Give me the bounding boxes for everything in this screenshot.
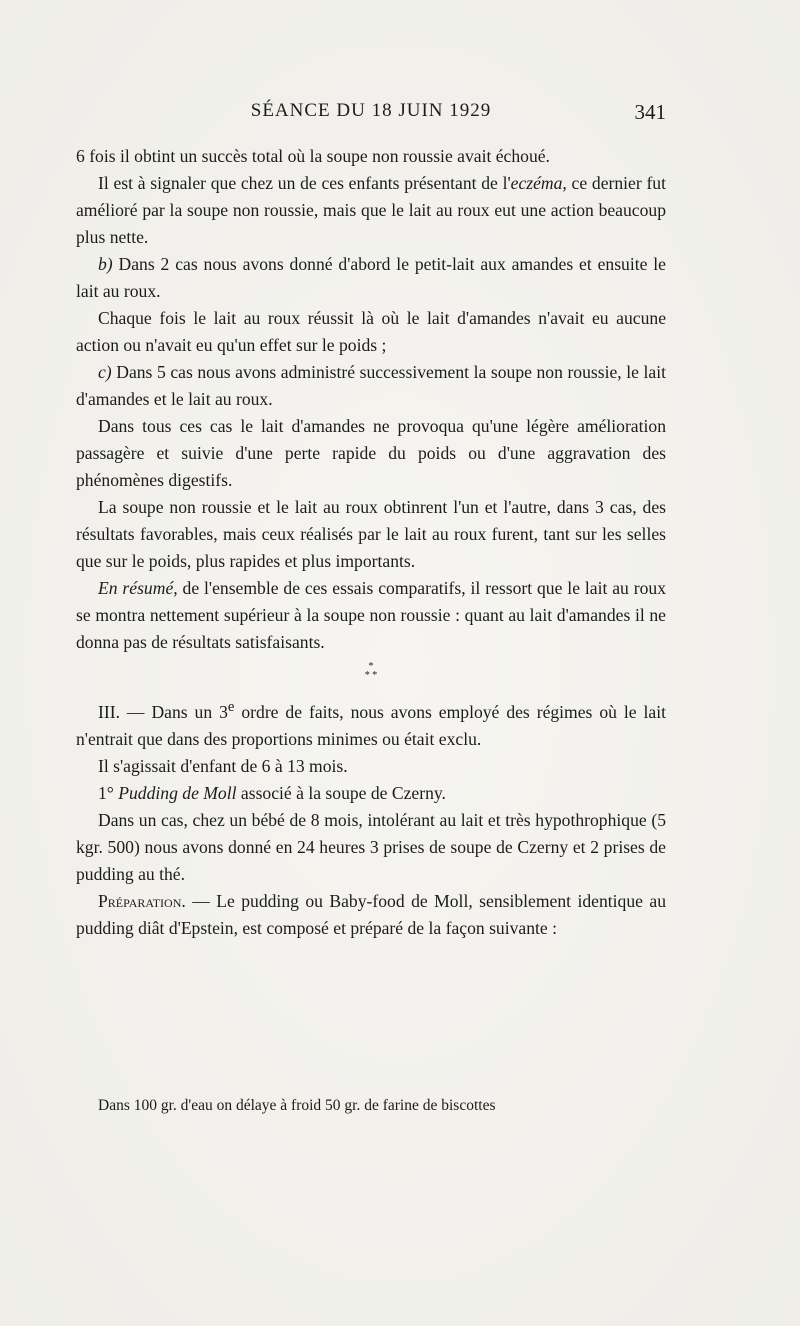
paragraph-12: Dans un cas, chez un bébé de 8 mois, intolérant au lait et très hypothrophique (5 kgr. 500) nous avons donné en 24 heures 3 prises de soupe de Czerny et 2 prises de pudding au thé. <box>76 809 666 884</box>
paragraph-9: III. — Dans un 3e ordre de faits, nous avons employé des régimes où le lait n'entrait que dans des proportions minimes ou était exclu. <box>76 699 666 749</box>
paragraph-7: La soupe non roussie et le lait au roux obtinrent l'un et l'autre, dans 3 cas, des résultats favorables, mais ceux réalisés par le lait au roux furent, tant sur les selles que sur le poids, plus rapides et plus importants. <box>76 497 666 571</box>
running-header <box>76 100 666 134</box>
body-text <box>76 143 666 942</box>
paragraph-3: b) Dans 2 cas nous avons donné d'abord le petit-lait aux amandes et ensuite le lait au roux. <box>76 254 666 301</box>
page-number: 341 <box>634 100 666 124</box>
ordinal-superscript: e <box>227 699 235 715</box>
recipe-line: Dans 100 gr. d'eau on délaye à froid 50 gr. de farine de biscottes <box>98 1097 496 1114</box>
list-marker-b: b) <box>98 254 113 274</box>
paragraph-10: Il s'agissait d'enfant de 6 à 13 mois. <box>98 755 348 776</box>
paragraph-13: Préparation. — Le pudding ou Baby-food de Moll, sensiblement identique au pudding diât d'Epstein, est composé et préparé de la façon suivante : <box>76 890 666 938</box>
paragraph-11: 1° Pudding de Moll associé à la soupe de Czerny. <box>98 782 446 803</box>
emphasis-pudding-de-moll: Pudding de Moll <box>118 782 237 803</box>
separator-bottom-stars: * * <box>364 670 378 681</box>
emphasis-en-resume: En résumé, <box>98 578 178 598</box>
smallcaps-preparation: Préparation. <box>98 890 186 911</box>
paragraph-1: 6 fois il obtint un succès total où la soupe non roussie avait échoué. <box>76 146 550 166</box>
paragraph-5: c) Dans 5 cas nous avons administré successivement la soupe non roussie, le lait d'amandes et le lait au roux. <box>76 362 666 409</box>
list-marker-c: c) <box>98 362 112 382</box>
separator-top-star: * <box>368 661 374 672</box>
section-separator <box>76 662 666 680</box>
paragraph-6: Dans tous ces cas le lait d'amandes ne provoqua qu'une légère amélioration passagère et suivie d'une perte rapide du poids ou d'une aggravation des phénomènes digestifs. <box>76 416 666 490</box>
paragraph-4: Chaque fois le lait au roux réussit là où le lait d'amandes n'avait eu aucune action ou n'avait eu qu'un effet sur le poids ; <box>76 308 666 355</box>
paragraph-8: En résumé, de l'ensemble de ces essais comparatifs, il ressort que le lait au roux se montra nettement supérieur à la soupe non roussie : quant au lait d'amandes il ne donna pas de résultats satisfaisants. <box>76 578 666 652</box>
paragraph-2: Il est à signaler que chez un de ces enfants présentant de l'eczéma, ce dernier fut amélioré par la soupe non roussie, mais que le lait au roux eut une action beaucoup plus nette. <box>76 173 666 247</box>
page-header-title: SÉANCE DU 18 JUIN 1929 <box>250 100 492 121</box>
emphasis-eczema: eczéma <box>510 173 563 193</box>
